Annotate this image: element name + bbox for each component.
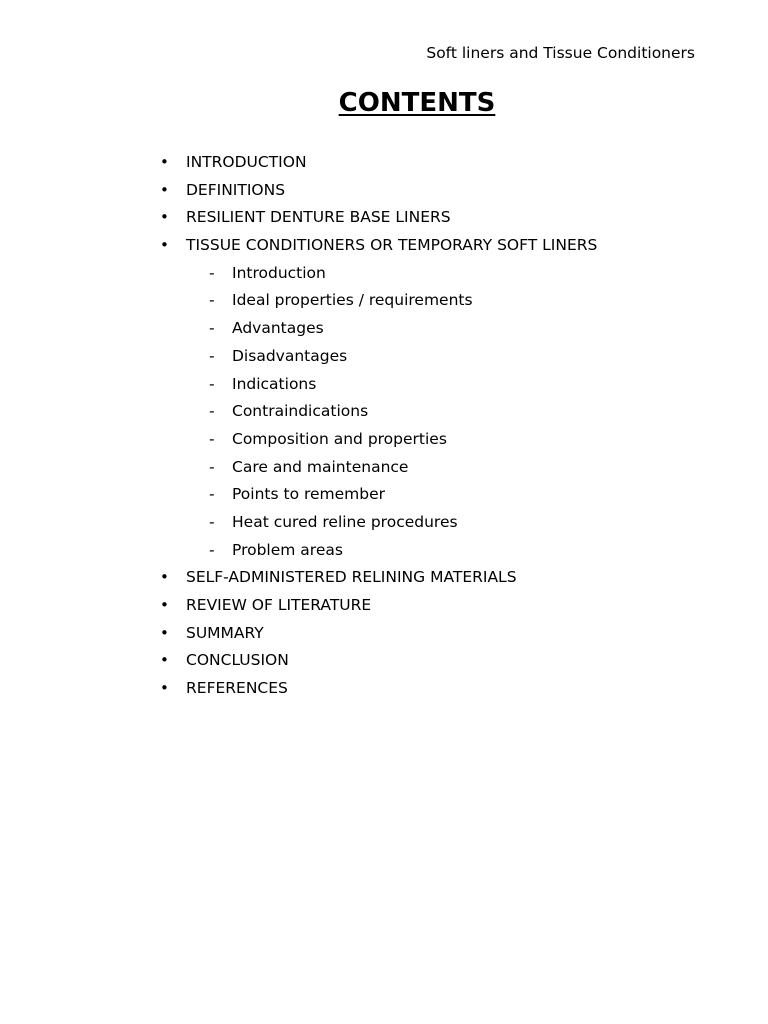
toc-item-text: Disadvantages <box>232 346 348 365</box>
toc-item <box>0 565 768 593</box>
dash-marker: - <box>209 319 215 338</box>
toc-subitem <box>0 482 768 510</box>
dash-marker: - <box>209 457 215 476</box>
bullet-marker: • <box>160 208 169 227</box>
toc-item <box>0 178 768 206</box>
toc-item-text: CONCLUSION <box>186 651 289 670</box>
toc-item <box>0 676 768 704</box>
bullet-marker: • <box>160 623 169 642</box>
toc-item-text: Points to remember <box>232 485 386 504</box>
toc-item-text: Heat cured reline procedures <box>232 512 458 531</box>
toc-item-text: REVIEW OF LITERATURE <box>186 596 372 614</box>
running-header: Soft liners and Tissue Conditioners <box>426 44 695 62</box>
toc-item-text: DEFINITIONS <box>186 180 286 199</box>
bullet-marker: • <box>160 180 169 199</box>
toc-item-text: REFERENCES <box>186 679 288 698</box>
dash-marker: - <box>209 429 215 448</box>
bullet-marker: • <box>160 236 169 255</box>
dash-marker: - <box>209 291 215 310</box>
dash-marker: - <box>209 512 215 531</box>
page-title: CONTENTS <box>338 88 496 118</box>
bullet-marker: • <box>160 596 169 614</box>
toc-subitem <box>0 261 768 289</box>
toc-item <box>0 150 768 178</box>
bullet-marker: • <box>160 153 169 171</box>
toc-subitem <box>0 510 768 538</box>
bullet-marker: • <box>160 568 169 587</box>
dash-marker: - <box>209 540 215 559</box>
toc-subitem <box>0 288 768 316</box>
toc-subitem <box>0 344 768 372</box>
dash-marker: - <box>209 485 215 504</box>
toc-item-text: SUMMARY <box>186 623 264 642</box>
toc-subitem <box>0 427 768 455</box>
toc-item-text: Introduction <box>232 263 326 282</box>
toc-item-text: Contraindications <box>232 402 369 421</box>
toc-subitem <box>0 372 768 400</box>
toc-item <box>0 621 768 649</box>
toc-item-text: INTRODUCTION <box>186 153 307 171</box>
toc-subitem <box>0 538 768 566</box>
toc-item-text: Advantages <box>232 319 324 338</box>
toc-item-text: TISSUE CONDITIONERS OR TEMPORARY SOFT LINERS <box>186 236 598 255</box>
toc-item-text: Care and maintenance <box>232 457 409 476</box>
toc-item <box>0 205 768 233</box>
toc-item <box>0 233 768 261</box>
toc-item-text: Composition and properties <box>232 429 447 448</box>
dash-marker: - <box>209 374 215 393</box>
toc-item-text: Problem areas <box>232 540 343 559</box>
toc-subitem <box>0 316 768 344</box>
toc-subitem <box>0 399 768 427</box>
bullet-marker: • <box>160 679 169 698</box>
toc-item <box>0 593 768 621</box>
table-of-contents <box>0 150 768 704</box>
toc-item-text: Indications <box>232 374 317 393</box>
dash-marker: - <box>209 402 215 421</box>
dash-marker: - <box>209 346 215 365</box>
bullet-marker: • <box>160 651 169 670</box>
dash-marker: - <box>209 263 215 282</box>
toc-item <box>0 648 768 676</box>
toc-subitem <box>0 455 768 483</box>
toc-item-text: RESILIENT DENTURE BASE LINERS <box>186 208 451 227</box>
toc-item-text: Ideal properties / requirements <box>232 291 473 310</box>
toc-item-text: SELF-ADMINISTERED RELINING MATERIALS <box>186 568 517 587</box>
